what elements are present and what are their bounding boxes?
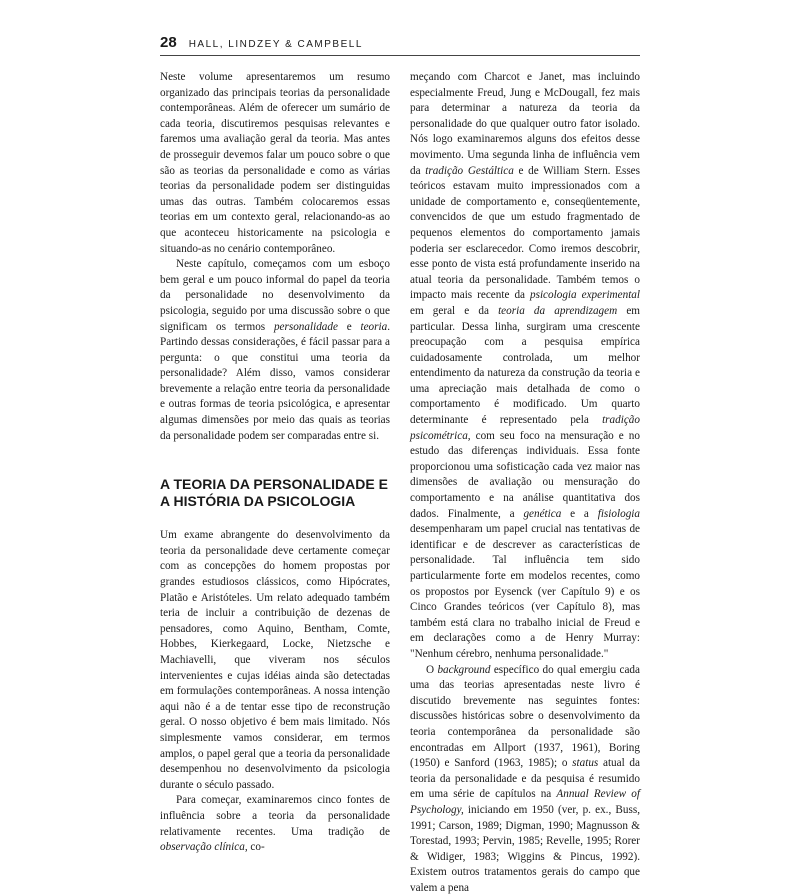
paragraph: Para começar, examinaremos cinco fontes de influência sobre a teoria da personalidade relativamente recentes. Uma tradição de observação clínica, co- <box>160 794 390 854</box>
page-header <box>160 34 640 51</box>
paragraph: Um exame abrangente do desenvolvimento da teoria da personalidade deve certamente começar com as concepções do homem propostas por grandes estudiosos clássicos, como Hipócrates, Platão e Aristóteles. Um relato adequado também teria de incluir a contribuição de dezenas de pensadores, como Aquino, Bentham, Comte, Hobbes, Kierkegaard, Locke, Nietzsche e Machiavelli, que viveram nos séculos intervenientes e cujas idéias ainda são detectadas em formulações contemporâneas. A nossa intenção aqui não é a de tentar esse tipo de reconstrução geral. O nosso objetivo é bem mais limitado. Nós simplesmente vamos considerar, em termos amplos, o papel geral que a teoria da personalidade desempenhou no desenvolvimento da psicologia durante o século passado. <box>160 529 390 791</box>
paragraph: meçando com Charcot e Janet, mas incluindo especialmente Freud, Jung e McDougall, fez mais para determinar a natureza da teoria da personalidade do que qualquer outro fator isolado. Nós logo examinaremos alguns dos efeitos desse movimento. Uma segunda linha de influência vem da tradição Gestáltica e de William Stern. Esses teóricos estavam muito impressionados com a unidade de comportamento e, conseqüentemente, convencidos de que um estudo fragmentado de pequenos elementos do comportamento jamais poderia ser esclarecedor. Como iremos descobrir, esse ponto de vista está profundamente inserido na atual teoria da personalidade. Também temos o impacto mais recente da psicologia experimental em geral e da teoria da aprendizagem em particular. Dessa linha, surgiram uma crescente preocupação com a pesquisa empírica cuidadosamente controlada, um melhor entendimento da natureza da construção da teoria e uma apreciação mais detalhada de como o comportamento é modificado. Um quarto determinante é representado pela tradição psicométrica, com seu foco na mensuração e no estudo das diferenças individuais. Essa fonte proporcionou uma sofisticação cada vez maior nas dimensões de avaliação ou mensuração do comportamento e na análise quantitativa dos dados. Finalmente, a genética e a fisiologia desempenharam um papel crucial nas tentativas de identificar e de descrever as características de personalidade. Tal influência tem sido particularmente forte em modelos recentes, como os propostos por Eysenck (ver Capítulo 9) e os Cinco Grandes teóricos (ver Capítulo 8), mas também está clara no trabalho inicial de Freud e em declarações como a de Henry Murray: "Nenhum cérebro, nenhuma personalidade." <box>410 71 641 660</box>
left-column <box>160 70 390 856</box>
right-column <box>410 70 640 896</box>
page-number: 28 <box>160 34 177 51</box>
paragraph: O background específico do qual emergiu cada uma das teorias apresentadas neste livro é discutido brevemente nas seguintes fontes: discussões históricas sobre o desenvolvimento da teoria contemporânea da personalidade são encontradas em Allport (1937, 1961), Boring (1950) e Sanford (1963, 1985); o status atual da teoria da personalidade e da pesquisa é resumido em uma série de capítulos na Annual Review of Psychology, iniciando em 1950 (ver, p. ex., Buss, 1991; Carson, 1989; Digman, 1990; Magnusson & Torestad, 1993; Pervin, 1985; Revelle, 1995; Rorer & Widiger, 1983; Wiggins & Pincus, 1992). Existem outros tratamentos gerais do campo que valem a pena <box>410 663 640 894</box>
paragraph: Neste volume apresentaremos um resumo organizado das principais teorias da personalidade contemporâneas. Além de oferecer um sumário de cada teoria, discutiremos pesquisas relevantes e faremos uma avaliação geral da teoria. Mas antes de prosseguir devemos falar um pouco sobre o que são as teorias da personalidade e como as várias teorias da personalidade podem ser distinguidas umas das outras. Também colocaremos essas teorias em um contexto geral, relacionando-as ao que aconteceu historicamente na psicologia e situando-as no cenário contemporâneo. <box>160 71 390 255</box>
paragraph: Neste capítulo, começamos com um esboço bem geral e um pouco informal do papel da teoria da personalidade no desenvolvimento da psicologia, seguido por uma discussão sobre o que significam os termos personalidade e teoria. Partindo dessas considerações, é fácil passar para a pergunta: o que constitui uma teoria da personalidade? Além disso, vamos considerar brevemente a relação entre teoria da personalidade e outras formas de teoria psicológica, e apresentar algumas dimensões por meio das quais as teorias da personalidade podem ser comparadas entre si. <box>160 258 390 442</box>
running-head: HALL, LINDZEY & CAMPBELL <box>188 39 363 50</box>
header-rule <box>160 55 640 56</box>
section-heading: A TEORIA DA PERSONALIDADE E A HISTÓRIA DA PSICOLOGIA <box>160 476 388 510</box>
